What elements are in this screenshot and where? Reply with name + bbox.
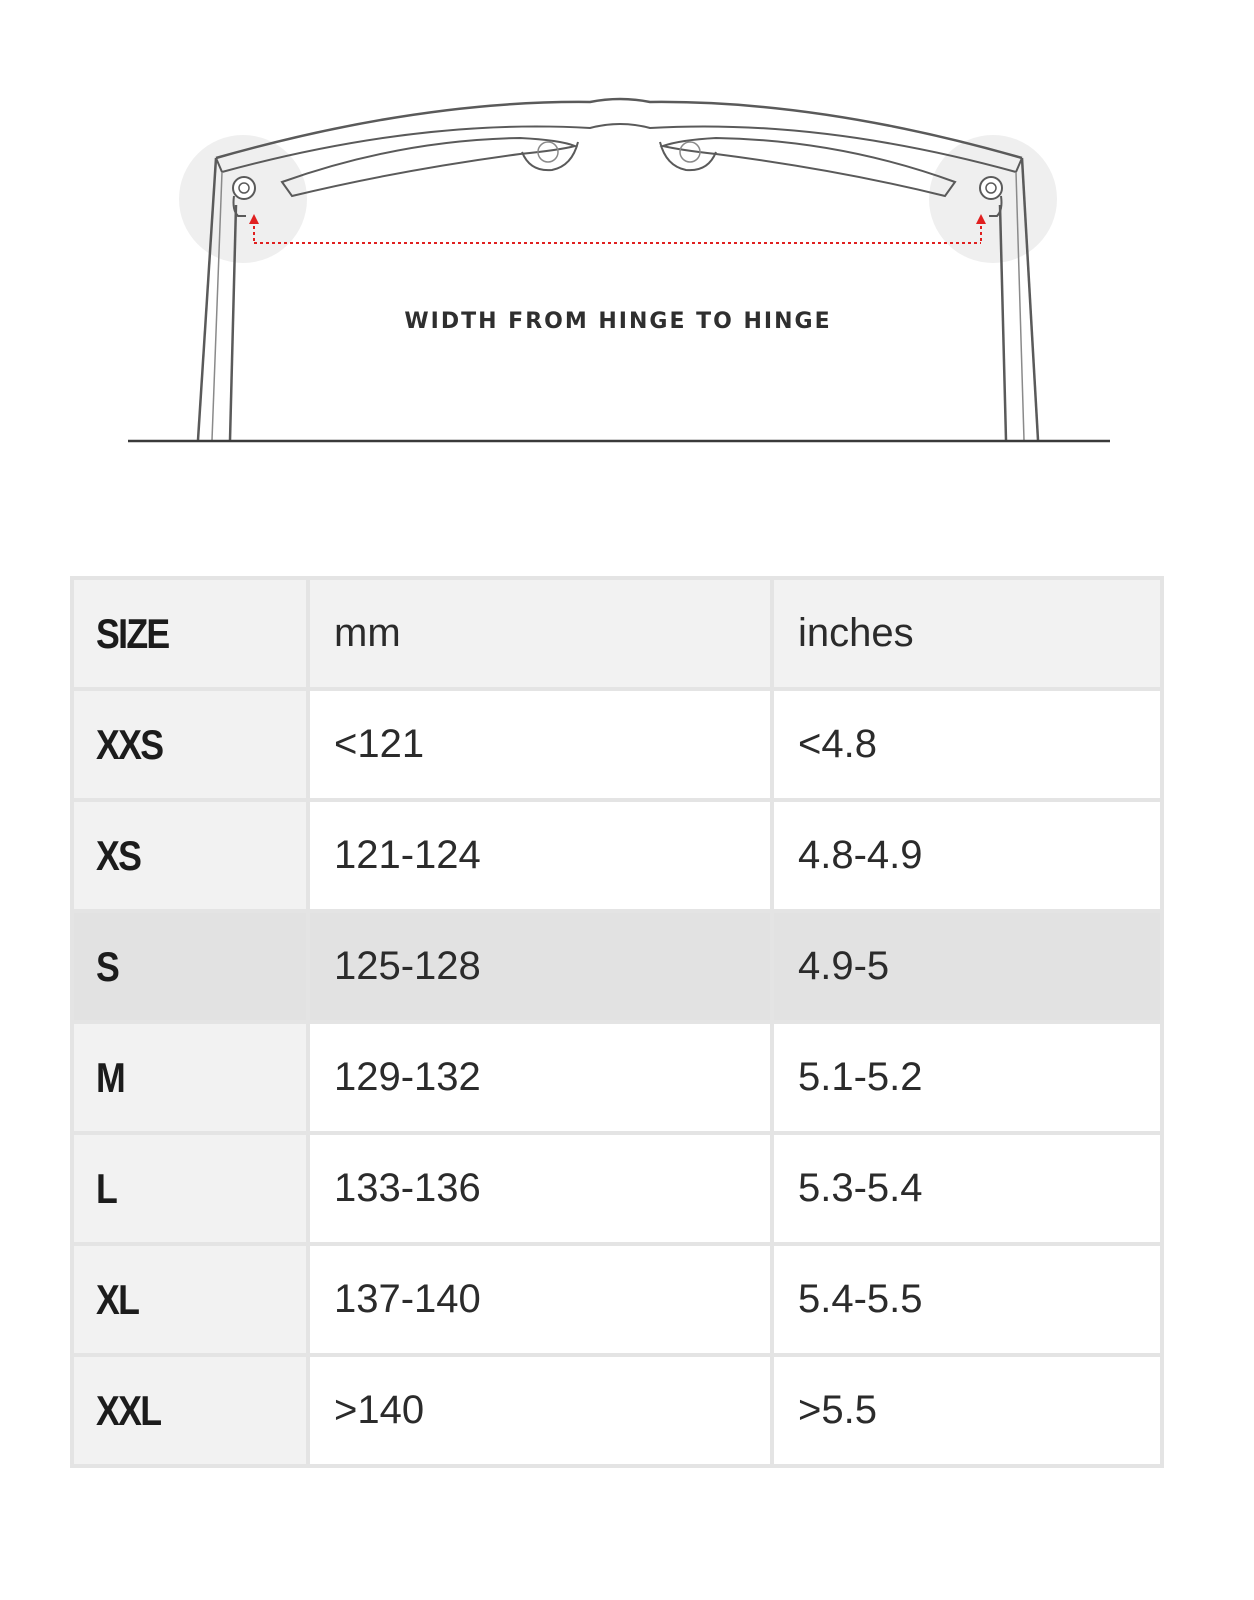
left-nose-pad (522, 142, 578, 170)
size-cell: XXL (72, 1355, 308, 1466)
mm-cell: <121 (308, 689, 772, 800)
header-size: SIZE (72, 578, 308, 689)
mm-cell: 125-128 (308, 911, 772, 1022)
inches-cell: 4.8-4.9 (772, 800, 1162, 911)
hinge-measure-line (249, 214, 986, 243)
table-header-row (72, 578, 1162, 689)
inches-cell: 5.1-5.2 (772, 1022, 1162, 1133)
header-inches: inches (772, 578, 1162, 689)
inches-cell: >5.5 (772, 1355, 1162, 1466)
frame-top-line (216, 99, 1022, 158)
table-row (72, 1355, 1162, 1466)
size-cell: M (72, 1022, 308, 1133)
size-cell: L (72, 1133, 308, 1244)
inches-cell: <4.8 (772, 689, 1162, 800)
mm-cell: 129-132 (308, 1022, 772, 1133)
inches-cell: 5.4-5.5 (772, 1244, 1162, 1355)
mm-cell: 121-124 (308, 800, 772, 911)
frame-inner-line (222, 124, 1016, 172)
header-mm: mm (308, 578, 772, 689)
size-cell: XXS (72, 689, 308, 800)
right-hinge-icon (980, 177, 1002, 199)
inches-cell: 5.3-5.4 (772, 1133, 1162, 1244)
table-row (72, 1022, 1162, 1133)
table-row (72, 1244, 1162, 1355)
table-row (72, 1133, 1162, 1244)
left-hinge-icon (233, 177, 255, 199)
inches-cell: 4.9-5 (772, 911, 1162, 1022)
size-cell: XS (72, 800, 308, 911)
size-cell: S (72, 911, 308, 1022)
size-chart-table (70, 576, 1164, 1468)
table-row (72, 800, 1162, 911)
mm-cell: >140 (308, 1355, 772, 1466)
glasses-frame-illustration (0, 0, 1254, 470)
glasses-diagram (0, 0, 1254, 470)
table-row (72, 689, 1162, 800)
table-row-highlighted (72, 911, 1162, 1022)
mm-cell: 133-136 (308, 1133, 772, 1244)
size-cell: XL (72, 1244, 308, 1355)
mm-cell: 137-140 (308, 1244, 772, 1355)
diagram-caption: WIDTH FROM HINGE TO HINGE (404, 309, 832, 334)
